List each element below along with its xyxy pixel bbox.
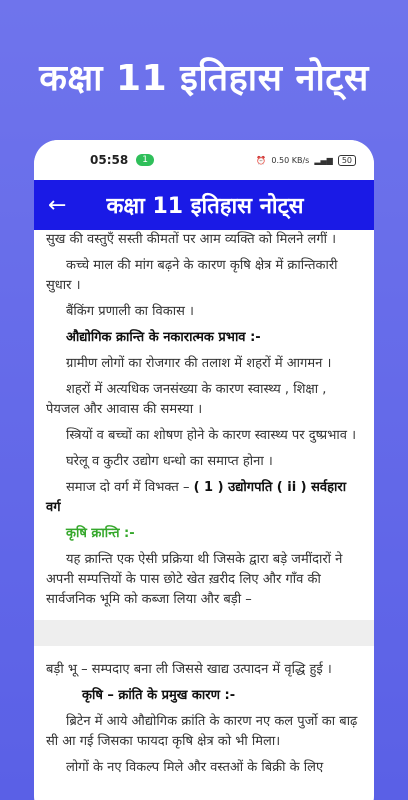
section-heading: औद्योगिक क्रान्ति के नकारात्मक प्रभाव :-	[66, 330, 261, 345]
promo-title: कक्षा 11 इतिहास नोट्स	[39, 58, 369, 99]
status-time: 05:58	[90, 153, 129, 167]
status-icons	[256, 155, 356, 166]
ad-divider	[34, 620, 374, 646]
notes-content	[34, 230, 374, 778]
paragraph: घरेलू व कुटीर उद्योग धन्धो का समाप्त होना ।	[66, 454, 273, 469]
signal-icon: ▂▄▆	[314, 155, 333, 165]
network-speed: 0.50 KB/s	[271, 155, 310, 165]
section-heading: कृषि – क्रांति के प्रमुख कारण :-	[82, 688, 236, 703]
paragraph: ग्रामीण लोगों का रोजगार की तलाश में शहरों में आगमन ।	[66, 356, 332, 371]
paragraph: कच्चे माल की मांग बढ़ने के कारण कृषि क्षेत्र में क्रान्तिकारी सुधार ।	[46, 258, 338, 293]
call-indicator-pill: 1	[136, 154, 154, 166]
paragraph: ब्रिटेन में आये औद्योगिक क्रांति के कारण नए कल पुर्जो का बाढ़ सी आ गई जिसका फायदा कृषि क्षेत्र को भी मिला।	[46, 714, 358, 749]
paragraph: लोगों के नए विकल्प मिले और वस्तओं के बिक्री के लिए	[66, 760, 324, 775]
app-bar	[34, 180, 374, 230]
paragraph-text: समाज दो वर्ग में विभक्त –	[66, 480, 194, 495]
section-heading: कृषि क्रान्ति :-	[66, 526, 135, 541]
paragraph	[46, 478, 362, 518]
paragraph: यह क्रान्ति एक ऐसी प्रक्रिया थी जिसके द्वारा बड़े जमींदारों ने अपनी सम्पत्तियों के पास छोटे खेत ख़रीद लिए और गाँव की सार्वजनिक भूमि को कब्जा लिया और बड़ी –	[46, 552, 343, 607]
battery-icon: 50	[338, 155, 356, 166]
app-title: कक्षा 11 इतिहास नोट्स	[106, 194, 304, 219]
back-arrow-icon[interactable]: ←	[48, 192, 67, 218]
status-bar	[34, 140, 374, 180]
paragraph: बड़ी भू – सम्पदाए बना ली जिससे खाद्य उत्पादन में वृद्धि हुई ।	[46, 662, 332, 677]
paragraph: सुख की वस्तुएँ सस्ती कीमतों पर आम व्यक्ति को मिलने लगीं ।	[46, 232, 337, 247]
alarm-icon: ⏰	[256, 155, 267, 165]
paragraph: स्त्रियों व बच्चों का शोषण होने के कारण स्वास्थ्य पर दुष्प्रभाव ।	[66, 428, 356, 443]
phone-frame	[34, 140, 374, 800]
paragraph: शहरों में अत्यधिक जनसंख्या के कारण स्वास्थ्य , शिक्षा , पेयजल और आवास की समस्या ।	[46, 382, 327, 417]
paragraph-bold-text: ( 1 ) उद्योगपति ( ii ) सर्वहारा वर्ग	[46, 480, 347, 515]
paragraph: बैंकिंग प्रणाली का विकास ।	[66, 304, 194, 319]
